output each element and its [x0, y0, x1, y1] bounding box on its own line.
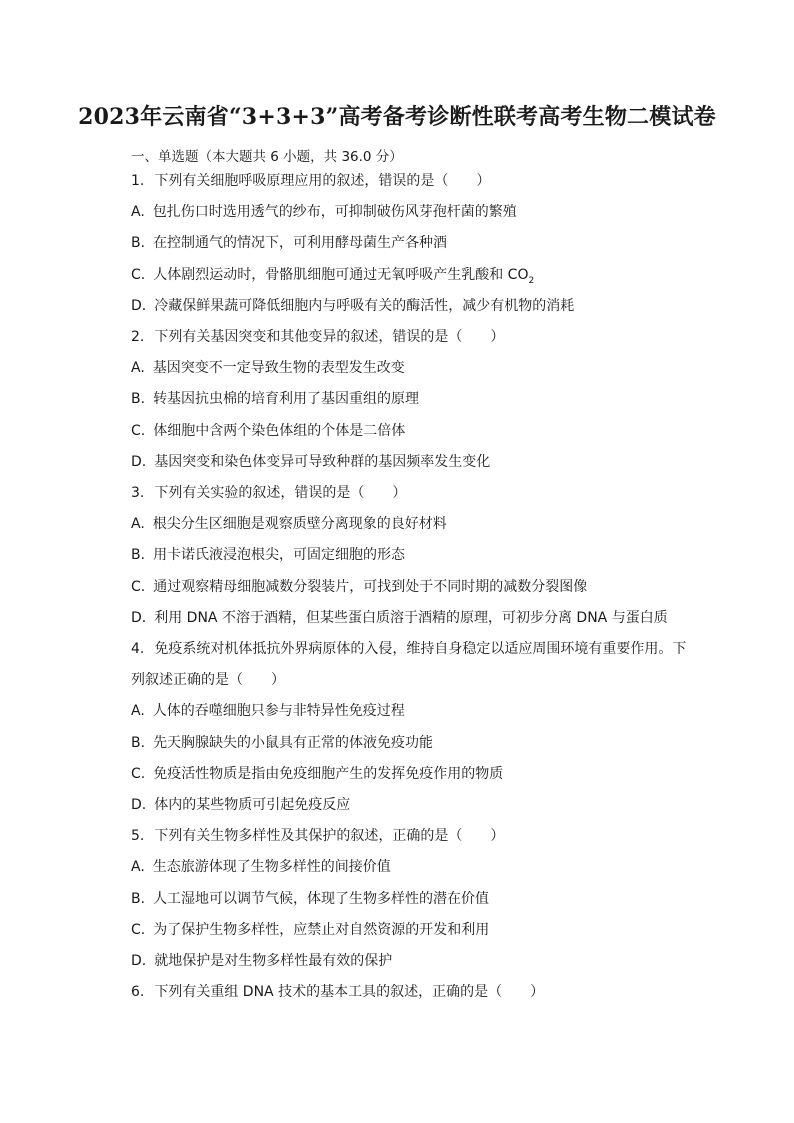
answer-option [131, 734, 433, 752]
answer-option [131, 890, 489, 908]
option-text: 生态旅游体现了生物多样性的间接价值 [152, 859, 391, 876]
subscript: 2 [528, 275, 535, 286]
question-number: 5. [131, 828, 145, 845]
option-label: D. [131, 953, 147, 969]
question-text: 免疫系统对机体抵抗外界病原体的入侵，维持自身稳定以适应周围环境有重要作用。下列叙述正确的是（ ） [131, 641, 687, 689]
option-text: 通过观察精母细胞减数分裂装片，可找到处于不同时期的减数分裂图像 [153, 578, 588, 595]
option-text: 人体的吞噬细胞只参与非特异性免疫过程 [152, 703, 405, 720]
option-text: 在控制通气的情况下，可利用酵母菌生产各种酒 [153, 235, 448, 252]
answer-option [131, 952, 392, 970]
question-stem [131, 484, 406, 502]
question-text: 下列有关生物多样性及其保护的叙述，正确的是（ ） [154, 828, 505, 845]
option-text: 体内的某些物质可引起免疫反应 [154, 797, 351, 813]
option-label: D. [131, 797, 147, 813]
section-heading: 一、单选题（本大题共 6 小题，共 36.0 分） [131, 149, 403, 165]
option-label: C. [131, 578, 146, 595]
answer-option [131, 422, 405, 440]
question-stem [131, 634, 691, 696]
option-text: 人体剧烈运动时，骨骼肌细胞可通过无氧呼吸产生乳酸和 CO [153, 266, 529, 283]
option-text: 根尖分生区细胞是观察质壁分离现象的良好材料 [152, 516, 447, 533]
page-title: 2023年云南省“3+3+3”高考备考诊断性联考高考生物二模试卷 [78, 104, 716, 130]
question-number: 4. [131, 641, 145, 657]
answer-option [131, 765, 503, 783]
question-text: 下列有关基因突变和其他变异的叙述，错误的是（ ） [154, 329, 505, 345]
option-label: C. [131, 765, 146, 782]
option-label: A. [131, 859, 145, 876]
question-number: 3. [131, 485, 145, 501]
answer-option [131, 921, 489, 939]
option-label: D. [131, 609, 147, 626]
option-label: A. [131, 703, 145, 720]
option-text: 先天胸腺缺失的小鼠具有正常的体液免疫功能 [153, 734, 434, 751]
answer-option [131, 609, 668, 627]
option-label: C. [131, 921, 146, 938]
option-text: 包扎伤口时选用透气的纱布，可抑制破伤风芽孢杆菌的繁殖 [152, 204, 517, 221]
answer-option [131, 702, 405, 720]
option-label: B. [131, 235, 146, 252]
option-label: C. [131, 422, 146, 439]
answer-option [131, 203, 517, 221]
answer-option [131, 796, 350, 814]
question-number: 2. [131, 329, 145, 345]
option-label: B. [131, 547, 146, 564]
option-text: 冷藏保鲜果蔬可降低细胞内与呼吸有关的酶活性，减少有机物的消耗 [154, 297, 575, 314]
question-stem [131, 172, 490, 190]
option-text: 为了保护生物多样性，应禁止对自然资源的开发和利用 [153, 921, 490, 938]
answer-option [131, 359, 405, 377]
answer-option [131, 266, 534, 290]
option-label: A. [131, 360, 145, 377]
option-label: D. [131, 453, 147, 470]
question-number: 1. [131, 173, 145, 189]
option-text: 基因突变不一定导致生物的表型发生改变 [152, 360, 405, 377]
answer-option [131, 546, 405, 564]
option-label: D. [131, 297, 147, 314]
answer-option [131, 858, 391, 876]
question-text: 下列有关细胞呼吸原理应用的叙述，错误的是（ ） [154, 173, 491, 189]
option-label: A. [131, 204, 145, 221]
option-label: A. [131, 516, 145, 533]
question-stem [131, 827, 504, 845]
answer-option [131, 297, 574, 315]
option-text: 基因突变和染色体变异可导致种群的基因频率发生变化 [154, 453, 491, 470]
answer-option [131, 578, 587, 596]
option-label: B. [131, 890, 146, 907]
question-text: 下列有关实验的叙述，错误的是（ ） [154, 485, 407, 501]
option-text: 人工湿地可以调节气候，体现了生物多样性的潜在价值 [153, 890, 490, 907]
answer-option [131, 234, 447, 252]
option-text: 用卡诺氏液浸泡根尖，可固定细胞的形态 [153, 547, 406, 564]
option-label: C. [131, 266, 146, 283]
option-label: B. [131, 391, 146, 408]
option-text: 转基因抗虫棉的培育利用了基因重组的原理 [153, 391, 420, 408]
question-stem [131, 983, 544, 1001]
question-stem [131, 328, 504, 346]
option-text: 免疫活性物质是指由免疫细胞产生的发挥免疫作用的物质 [153, 765, 504, 782]
option-text: 就地保护是对生物多样性最有效的保护 [154, 953, 393, 969]
answer-option [131, 515, 447, 533]
question-text: 下列有关重组 DNA 技术的基本工具的叙述，正确的是（ ） [154, 984, 545, 1001]
option-text: 利用 DNA 不溶于酒精，但某些蛋白质溶于酒精的原理，可初步分离 DNA 与蛋白质 [154, 609, 668, 626]
option-text: 体细胞中含两个染色体组的个体是二倍体 [153, 422, 406, 439]
answer-option [131, 390, 419, 408]
question-number: 6. [131, 984, 145, 1001]
option-label: B. [131, 734, 146, 751]
answer-option [131, 453, 490, 471]
